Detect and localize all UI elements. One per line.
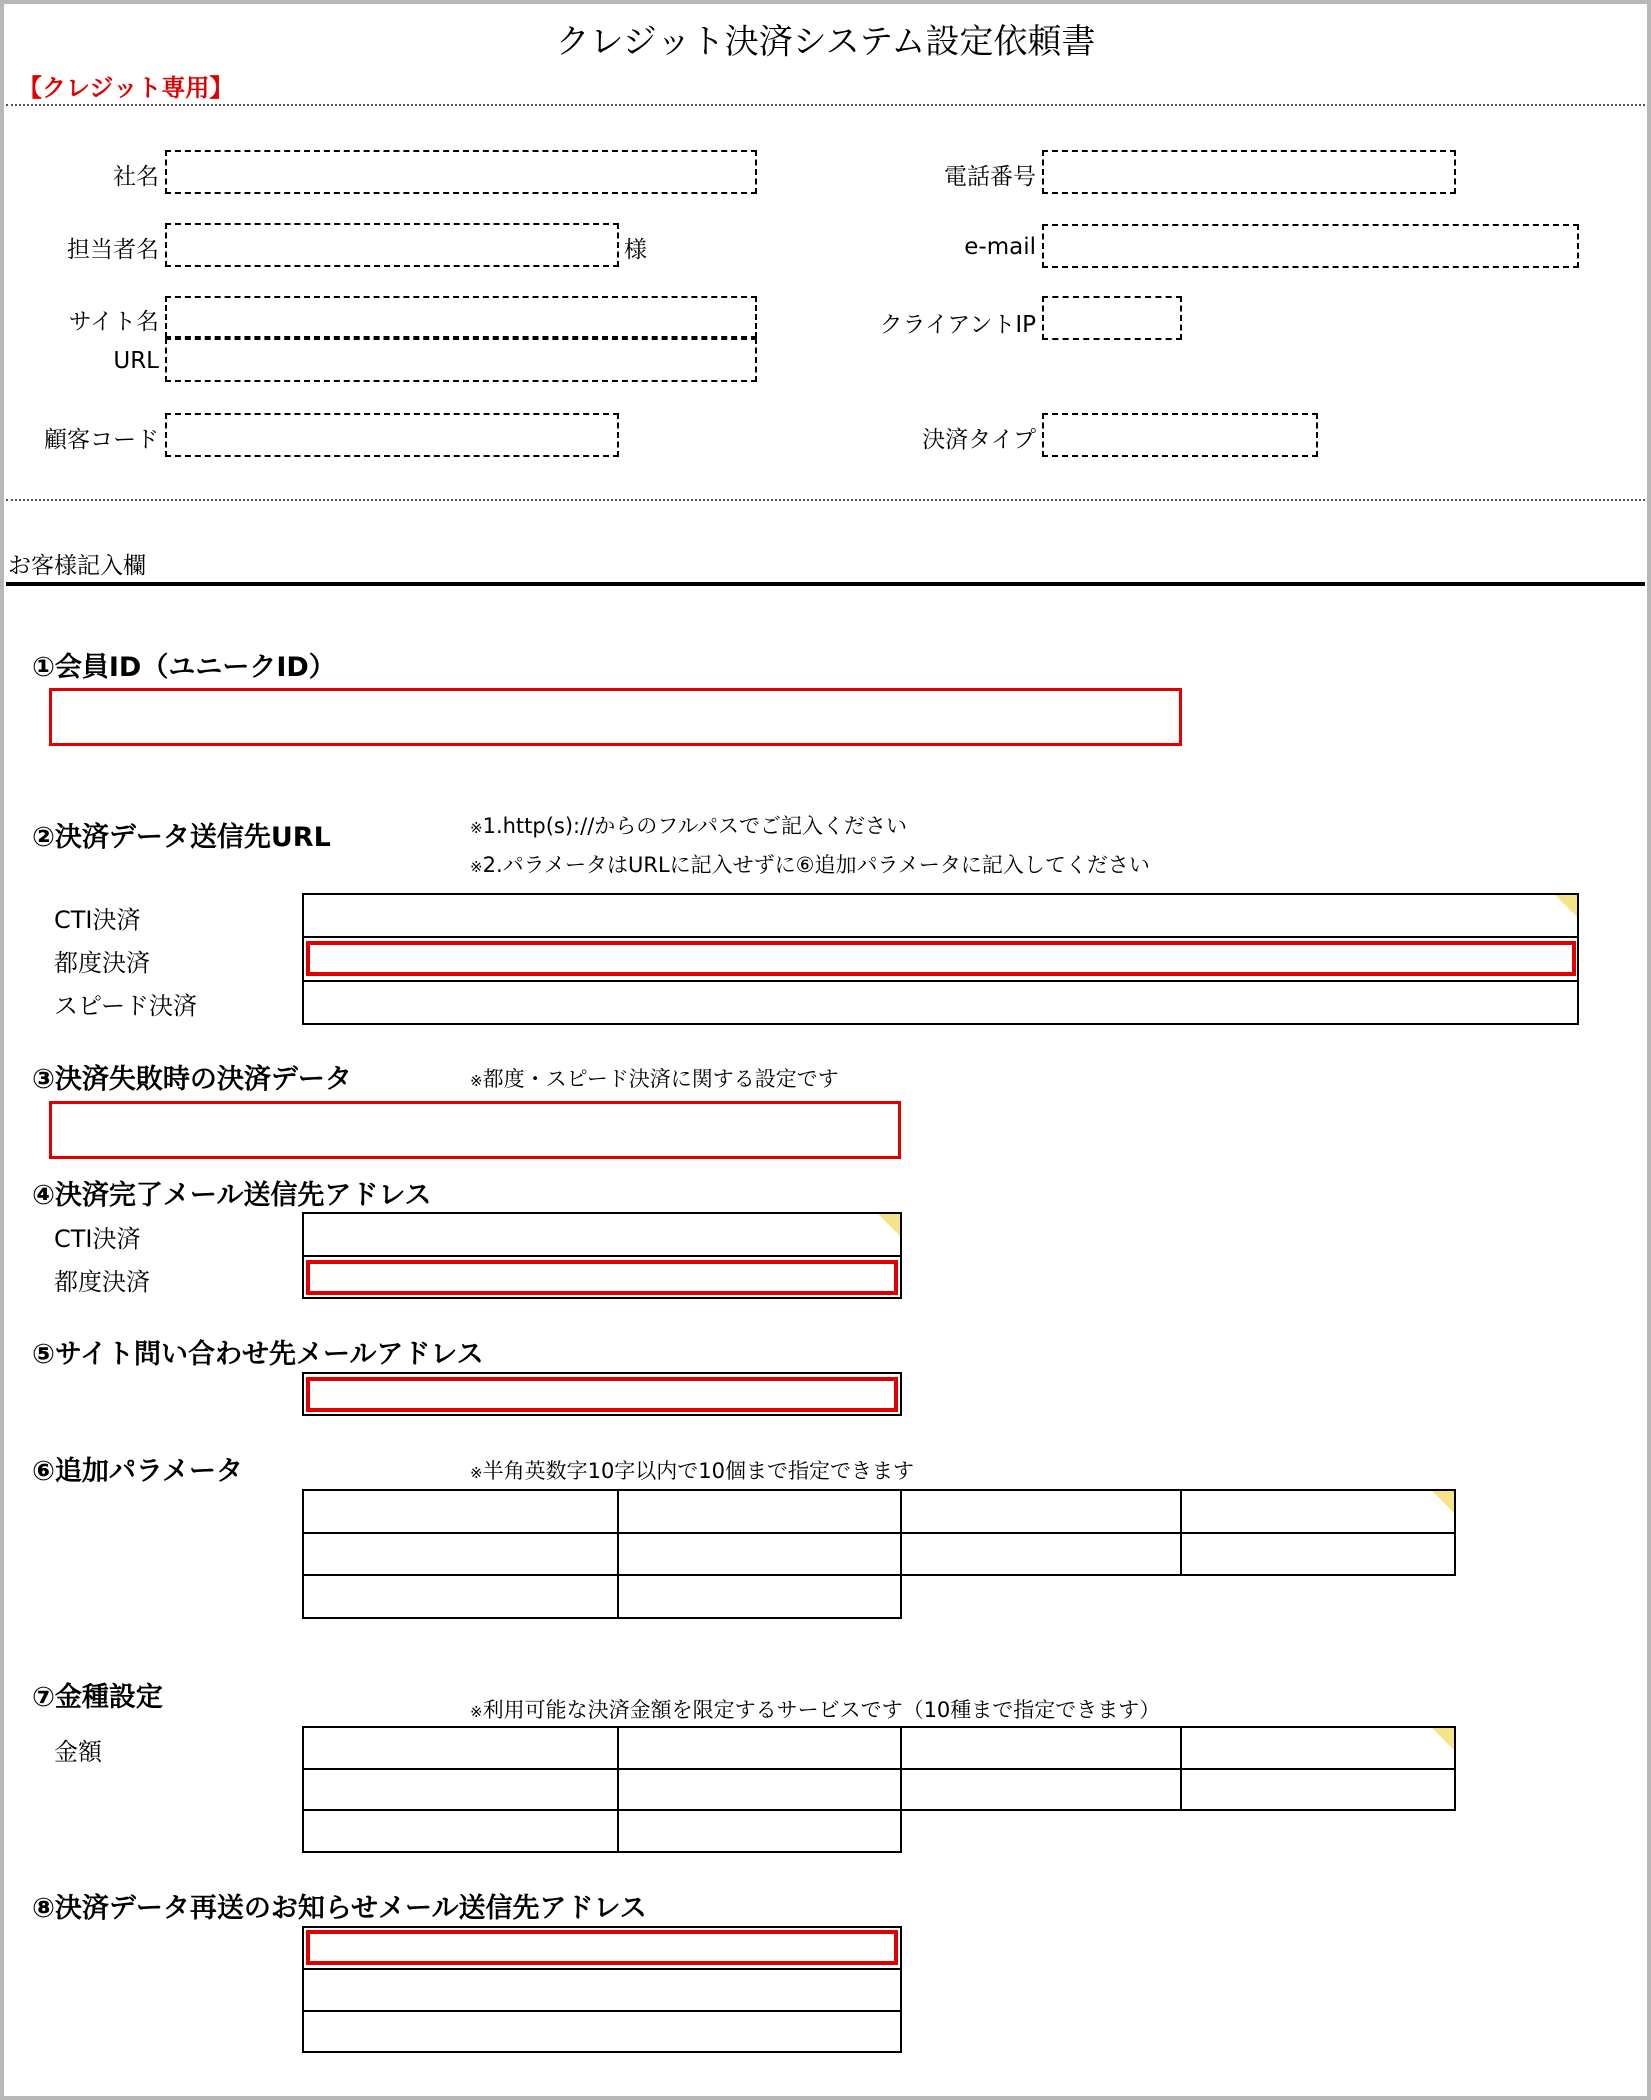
comment-marker-icon	[1432, 1491, 1454, 1513]
amount-field-1[interactable]	[302, 1726, 619, 1770]
email-field[interactable]	[1042, 224, 1579, 268]
note-text: 半角英数字10字以内で10個まで指定できます	[482, 1459, 915, 1483]
customer-section-label: お客様記入欄	[8, 553, 146, 579]
page-title: クレジット決済システム設定依頼書	[555, 22, 1096, 62]
extra-params-heading: ⑥追加パラメータ	[32, 1456, 244, 1487]
site-name-label: サイト名	[68, 309, 159, 335]
note-mark: ※	[470, 1072, 483, 1090]
resend-mail-field-2[interactable]	[302, 1968, 902, 2012]
phone-field[interactable]	[1042, 150, 1456, 194]
comment-marker-icon	[1555, 895, 1577, 917]
send-url-each-field[interactable]	[306, 941, 1576, 976]
inquiry-mail-field[interactable]	[306, 1377, 898, 1412]
extra-param-field-6[interactable]	[617, 1532, 902, 1576]
extra-param-field-2[interactable]	[617, 1489, 902, 1534]
failure-data-heading: ③決済失敗時の決済データ	[32, 1064, 352, 1095]
credit-only-tag: 【クレジット専用】	[18, 74, 234, 102]
extra-param-field-4[interactable]	[1180, 1489, 1456, 1534]
note-text: 都度・スピード決済に関する設定です	[482, 1067, 839, 1091]
client-ip-field[interactable]	[1042, 296, 1182, 340]
note-mark: ※	[470, 819, 483, 837]
payment-type-field[interactable]	[1042, 413, 1318, 457]
customer-code-field[interactable]	[165, 413, 619, 457]
extra-param-field-7[interactable]	[900, 1532, 1182, 1576]
completion-mail-each-field[interactable]	[306, 1260, 898, 1295]
payment-type-label: 決済タイプ	[922, 427, 1036, 453]
note-mark: ※	[470, 1703, 483, 1721]
member-id-field[interactable]	[49, 688, 1182, 746]
site-name-field[interactable]	[165, 296, 757, 338]
company-name-field[interactable]	[165, 150, 757, 194]
note-text: 2.パラメータはURLに記入せずに⑥追加パラメータに記入してください	[482, 853, 1150, 877]
completion-mail-row-label-each: 都度決済	[54, 1268, 150, 1296]
honorific-text: 様	[624, 237, 647, 263]
url-field[interactable]	[165, 338, 757, 382]
completion-mail-heading: ④決済完了メール送信先アドレス	[32, 1180, 432, 1211]
amount-field-2[interactable]	[617, 1726, 902, 1770]
extra-param-field-5[interactable]	[302, 1532, 619, 1576]
contact-person-field[interactable]	[165, 223, 619, 267]
amount-field-10[interactable]	[617, 1809, 902, 1853]
resend-mail-field-1[interactable]	[306, 1930, 898, 1965]
completion-mail-cti-field[interactable]	[302, 1212, 902, 1257]
member-id-heading: ①会員ID（ユニークID）	[32, 652, 336, 683]
extra-params-note	[470, 1455, 914, 1485]
resend-mail-heading: ⑧決済データ再送のお知らせメール送信先アドレス	[32, 1893, 647, 1924]
note-text: 利用可能な決済金額を限定するサービスです（10種まで指定できます）	[482, 1698, 1161, 1722]
customer-section-rule	[6, 582, 1645, 586]
company-name-label: 社名	[113, 164, 159, 190]
send-url-speed-field[interactable]	[302, 980, 1579, 1025]
note-mark: ※	[470, 1464, 483, 1482]
amount-field-4[interactable]	[1180, 1726, 1456, 1770]
send-url-row-label-each: 都度決済	[54, 949, 150, 977]
phone-label: 電話番号	[944, 164, 1036, 190]
send-url-row-label-cti: CTI決済	[54, 906, 141, 934]
extra-param-field-8[interactable]	[1180, 1532, 1456, 1576]
extra-param-field-1[interactable]	[302, 1489, 619, 1534]
send-url-heading: ②決済データ送信先URL	[32, 822, 331, 853]
send-url-cti-field[interactable]	[302, 893, 1579, 938]
amount-field-7[interactable]	[900, 1768, 1182, 1811]
extra-param-field-10[interactable]	[617, 1574, 902, 1619]
amount-field-6[interactable]	[617, 1768, 902, 1811]
comment-marker-icon	[878, 1214, 900, 1236]
company-info-divider	[6, 499, 1645, 501]
customer-code-label: 顧客コード	[44, 427, 159, 453]
send-url-note-1	[470, 810, 907, 840]
completion-mail-row-label-cti: CTI決済	[54, 1225, 141, 1253]
contact-person-label: 担当者名	[67, 237, 159, 263]
note-text: 1.http(s)://からのフルパスでご記入ください	[482, 814, 907, 838]
amount-field-8[interactable]	[1180, 1768, 1456, 1811]
amount-field-9[interactable]	[302, 1809, 619, 1853]
amount-setting-heading: ⑦金種設定	[32, 1682, 163, 1713]
client-ip-label: クライアントIP	[879, 312, 1036, 338]
amount-field-5[interactable]	[302, 1768, 619, 1811]
amount-row-label: 金額	[54, 1738, 102, 1766]
email-label: e-mail	[964, 234, 1036, 260]
extra-param-field-9[interactable]	[302, 1574, 619, 1619]
extra-param-field-3[interactable]	[900, 1489, 1182, 1534]
amount-field-3[interactable]	[900, 1726, 1182, 1770]
url-label: URL	[113, 348, 159, 374]
inquiry-mail-heading: ⑤サイト問い合わせ先メールアドレス	[32, 1339, 484, 1370]
failure-data-field[interactable]	[49, 1101, 901, 1159]
resend-mail-field-3[interactable]	[302, 2010, 902, 2053]
send-url-note-2	[470, 849, 1150, 879]
header-divider	[6, 104, 1645, 106]
send-url-row-label-speed: スピード決済	[54, 992, 198, 1020]
note-mark: ※	[470, 858, 483, 876]
comment-marker-icon	[1432, 1728, 1454, 1750]
failure-data-note	[470, 1063, 839, 1093]
amount-setting-note	[470, 1694, 1160, 1724]
